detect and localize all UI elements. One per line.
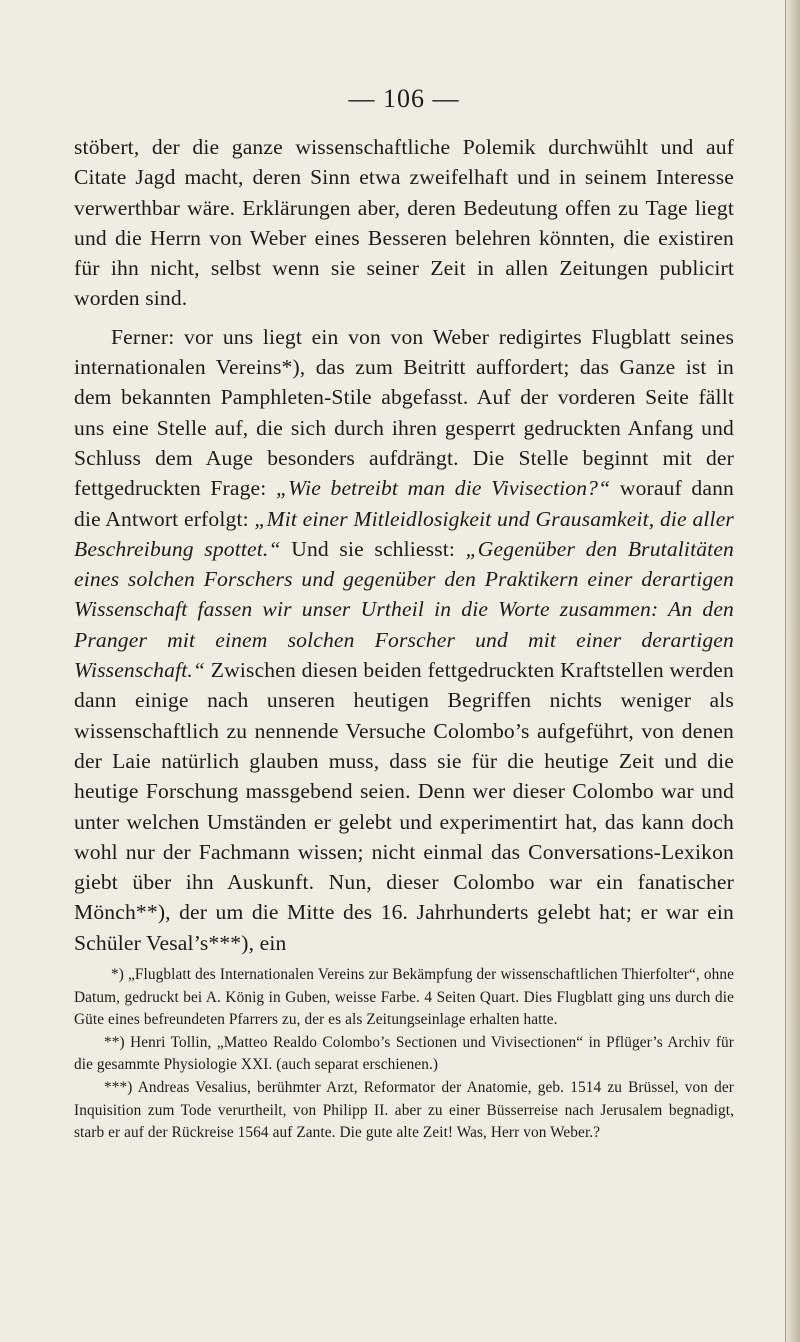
- quote-answer: „Mit einer Mitleidlosigkeit und Grausamkeit, die aller Beschreibung spottet.“: [74, 506, 734, 561]
- book-page: [74, 84, 734, 1145]
- footnote-2: **) Henri Tollin, „Matteo Realdo Colombo’s Sectionen und Vivisectionen“ in Pflüger’s Archiv für die gesammte Physiologie XXI. (auch separat erschienen.): [74, 1033, 734, 1074]
- paragraph-2-text-2: worauf dann die Antwort erfolgt:: [74, 476, 735, 531]
- footnotes: [74, 964, 734, 1145]
- footnote-1: *) „Flugblatt des Internationalen Vereins zur Bekämpfung der wissenschaftlichen Thierfolter“, ohne Datum, gedruckt bei A. König in Guben, weisse Farbe. 4 Seiten Quart. Dies Flugblatt ging uns durch die Güte eines befreundeten Pfarrers zu, der es als Zeitungseinlage erhalten hatte.: [74, 966, 734, 1029]
- paragraph-1: stöbert, der die ganze wissenschaftliche Polemik durchwühlt und auf Citate Jagd macht, deren Sinn etwa zweifelhaft und in seinem Interesse verwerthbar wäre. Erklärungen aber, deren Bedeutung offen zu Tage liegt und die Herrn von Weber eines Besseren belehren könnten, die existiren für ihn nicht, selbst wenn sie seiner Zeit in allen Zeitungen publicirt worden sind.: [74, 135, 734, 311]
- paragraph-2-text-4: Zwischen diesen beiden fettgedruckten Kraftstellen werden dann einige nach unseren heutigen Begriffen nichts weniger als wissenschaftlich zu nennende Versuche Colombo’s aufgeführt, von denen der Laie natürlich glauben muss, dass sie für die heutige Zeit und die heutige Forschung massgebend seien. Denn wer dieser Colombo war und unter welchen Umständen er gelebt und experimentirt hat, das kann doch wohl nur der Fachmann wissen; nicht einmal das Conversations-Lexikon giebt über ihn Auskunft. Nun, dieser Colombo war ein fanatischer Mönch**), der um die Mitte des 16. Jahrhunderts gelebt hat; er war ein Schüler Vesal’s***), ein: [74, 658, 734, 955]
- paragraph-2: [74, 322, 734, 958]
- quote-conclusion: „Gegenüber den Brutalitäten eines solchen Forschers und gegenüber den Praktikern einer derartigen Wissenschaft fassen wir unser Urtheil in die Worte zusammen: An den Pranger mit einem solchen Forscher und mit einer derartigen Wissenschaft.“: [74, 536, 734, 683]
- page-edge: [785, 0, 800, 1342]
- paragraph-2-text-1: Ferner: vor uns liegt ein von von Weber redigirtes Flugblatt seines internationalen Vereins*), das zum Beitritt auffordert; das Ganze ist in dem bekannten Pamphleten-Stile abgefasst. Auf der vorderen Seite fällt uns eine Stelle auf, die sich durch ihren gesperrt gedruckten Anfang und Schluss dem Auge besonders aufdrängt. Die Stelle beginnt mit der fettgedruckten Frage:: [74, 324, 734, 501]
- paragraph-2-text-3: Und sie schliesst:: [280, 536, 466, 561]
- footnote-3: ***) Andreas Vesalius, berühmter Arzt, Reformator der Anatomie, geb. 1514 zu Brüssel, von der Inquisition zum Tode verurtheilt, von Philipp II. aber zu einer Büsserreise nach Jerusalem begnadigt, starb er auf der Rückreise 1564 auf Zante. Die gute alte Zeit! Was, Herr von Weber.?: [74, 1078, 734, 1142]
- page-number: — 106 —: [348, 84, 460, 113]
- quote-question: „Wie betreibt man die Vivisection?“: [275, 476, 611, 501]
